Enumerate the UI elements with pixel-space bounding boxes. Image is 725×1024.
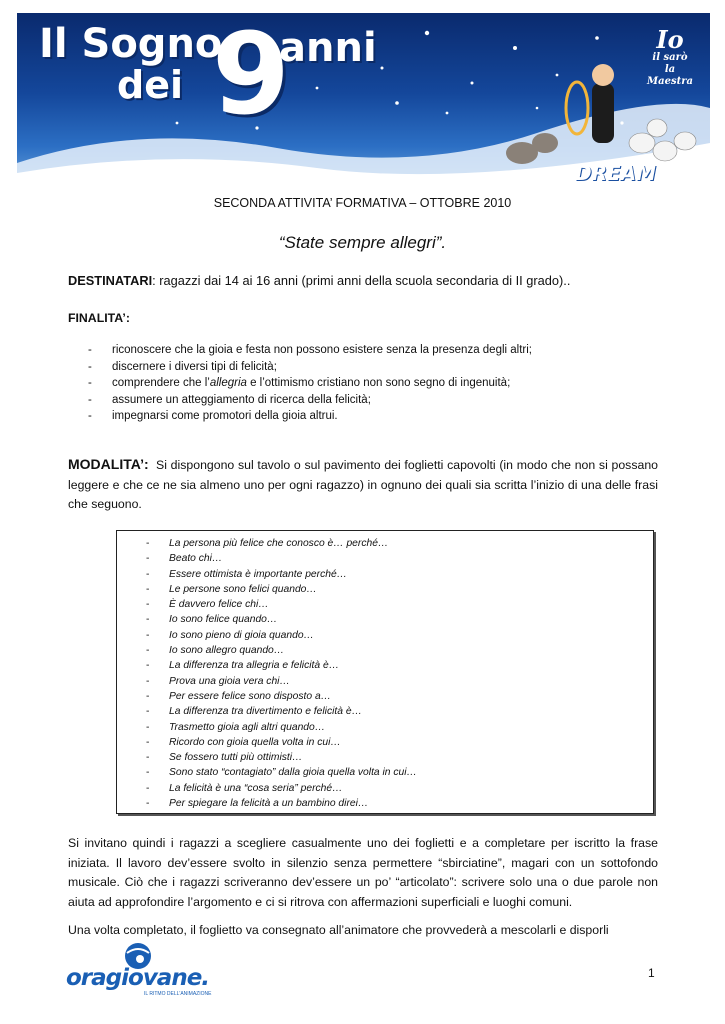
list-item: - La felicità è una “cosa seria” perché… (146, 781, 417, 796)
list-item: - Trasmetto gioia agli altri quando… (146, 720, 417, 735)
list-item: - discernere i diversi tipi di felicità; (88, 359, 532, 376)
destinatari-label: DESTINATARI (68, 273, 153, 288)
io-logo-line1: il sarò (652, 52, 688, 63)
list-item: - Beato chi… (146, 551, 417, 566)
list-item: - Se fossero tutti più ottimisti… (146, 750, 417, 765)
activity-title: “State sempre allegri”. (278, 233, 447, 252)
list-item: - Ricordo con gioia quella volta in cui… (146, 735, 417, 750)
modalita-text: Si dispongono sul tavolo o sul pavimento dei foglietti capovolti (in modo che non si possano leggere e che ce ne sia almeno uno per ogni ragazzo) in ognuno dei quali sia scritta l’inizio di una delle frasi che seguono. (68, 458, 658, 511)
list-item: - La persona più felice che conosco è… perché… (146, 536, 417, 551)
finalita-label: FINALITA’: (68, 311, 130, 325)
dream-logo: DREAM (575, 161, 657, 185)
io-maestra-logo (635, 25, 705, 88)
destinatari-paragraph (68, 271, 658, 291)
banner-title-line1: Il Sogno (39, 21, 223, 67)
list-item: - Per spiegare la felicità a un bambino direi… (146, 796, 417, 811)
modalita-label: MODALITA’: (68, 456, 149, 472)
finalita-list (88, 342, 532, 425)
list-item: - impegnarsi come promotori della gioia altrui. (88, 408, 532, 425)
continuation-paragraph: Una volta completato, il foglietto va consegnato all’animatore che provvederà a mescolarli e disporli (68, 923, 609, 937)
list-item: - riconoscere che la gioia e festa non possono esistere senza la presenza degli altri; (88, 342, 532, 359)
list-item: - Prova una gioia vera chi… (146, 674, 417, 689)
destinatari-text: : ragazzi dai 14 ai 16 anni (primi anni della scuola secondaria di II grado).. (152, 273, 571, 288)
list-item: - La differenza tra allegria e felicità è… (146, 658, 417, 673)
list-item: - Sono stato “contagiato” dalla gioia quella volta in cui… (146, 765, 417, 780)
list-item: - assumere un atteggiamento di ricerca della felicità; (88, 392, 532, 409)
io-logo-line2: la (664, 64, 676, 75)
phrases-list (146, 536, 417, 811)
list-item: - Io sono allegro quando… (146, 643, 417, 658)
modalita-paragraph (68, 455, 658, 515)
banner-title-line2: dei (117, 63, 183, 107)
banner-title (39, 21, 222, 107)
activity-heading: SECONDA ATTIVITA’ FORMATIVA – OTTOBRE 2010 (213, 196, 512, 210)
page-number: 1 (648, 966, 655, 980)
oragiovane-logo (66, 941, 212, 999)
list-item: - comprendere che l’allegria e l’ottimismo cristiano non sono segno di ingenuità; (88, 375, 532, 392)
logo-text: oragiovane. (66, 965, 210, 991)
banner-title-nine: 9 (212, 13, 290, 140)
list-item: - È davvero felice chi… (146, 597, 417, 612)
list-item: - La differenza tra divertimento e felicità è… (146, 704, 417, 719)
list-item: - Le persone sono felici quando… (146, 582, 417, 597)
banner-title-anni: anni (279, 25, 377, 71)
instructions-paragraph: Si invitano quindi i ragazzi a scegliere casualmente uno dei foglietti e a completare per iscritto la frase iniziata. Il lavoro dev’essere svolto in silenzio senza permettere “sbirciatine”, magari con un sottofondo musicale. Ciò che i ragazzi scriveranno dev’essere un po’ “articolato”: scrivere solo una o due parole non aiuta ad approfondire l’argomento e ci si ritrova con affermazioni superficiali e luoghi comuni. (68, 836, 658, 909)
logo-tagline: IL RITMO DELL'ANIMAZIONE (144, 991, 212, 997)
list-item: - Essere ottimista è importante perché… (146, 567, 417, 582)
list-item: - Io sono pieno di gioia quando… (146, 628, 417, 643)
list-item: - Per essere felice sono disposto a… (146, 689, 417, 704)
io-logo-big: Io (656, 25, 684, 54)
list-item: - Io sono felice quando… (146, 612, 417, 627)
io-logo-line3: Maestra (647, 76, 693, 87)
header-banner (17, 13, 710, 191)
